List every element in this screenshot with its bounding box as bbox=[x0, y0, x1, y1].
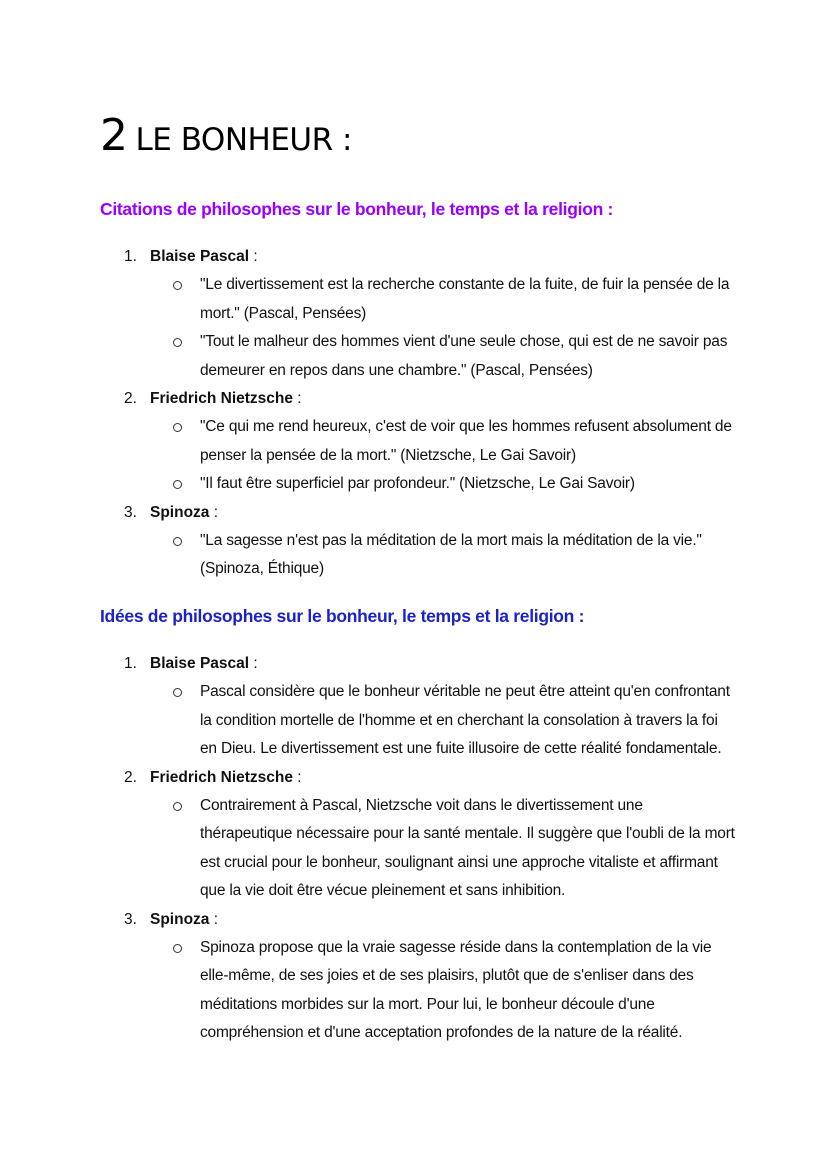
ideas-heading: Idées de philosophes sur le bonheur, le temps et la religion : bbox=[100, 606, 585, 626]
quote-item bbox=[0, 271, 828, 328]
quote-item bbox=[0, 470, 828, 499]
citations-list bbox=[0, 243, 828, 584]
philosopher-item bbox=[0, 385, 828, 413]
idea-text: Spinoza propose que la vraie sagesse réside dans la contemplation de la vie elle-même, de ses joies et de ses plaisirs, plutôt que de s'enliser dans des méditations morbides sur la mort. Pour lui, le bonheur découle d'une compréhension et d'une acceptation profondes de la nature de la réalité. bbox=[200, 938, 712, 1041]
idea-item bbox=[0, 678, 828, 764]
title-text: LE BONHEUR : bbox=[135, 122, 352, 158]
bullet-icon bbox=[173, 281, 182, 290]
bullet-icon bbox=[173, 338, 182, 347]
title-number: 2 bbox=[100, 110, 128, 161]
philosopher-name: Friedrich Nietzsche : bbox=[150, 768, 302, 786]
philosopher-item bbox=[0, 906, 828, 934]
bullet-icon bbox=[173, 688, 182, 697]
item-number: 3. bbox=[124, 503, 137, 521]
quote-text: "Tout le malheur des hommes vient d'une seule chose, qui est de ne savoir pas demeurer en repos dans une chambre." (Pascal, Pensées) bbox=[200, 333, 728, 379]
idea-text: Pascal considère que le bonheur véritable ne peut être atteint qu'en confrontant la condition mortelle de l'homme et en cherchant la consolation à travers la foi en Dieu. Le divertissement est une fuite illusoire de cette réalité fondamentale. bbox=[200, 683, 730, 757]
ideas-list bbox=[0, 650, 828, 1048]
philosopher-item bbox=[0, 243, 828, 271]
philosopher-name: Spinoza : bbox=[150, 910, 219, 928]
idea-item bbox=[0, 934, 828, 1048]
quote-item bbox=[0, 527, 828, 584]
philosopher-item bbox=[0, 499, 828, 527]
quote-text: "Le divertissement est la recherche constante de la fuite, de fuir la pensée de la mort." (Pascal, Pensées) bbox=[200, 276, 730, 322]
quote-item bbox=[0, 328, 828, 385]
bullet-icon bbox=[173, 480, 182, 489]
bullet-icon bbox=[173, 423, 182, 432]
bullet-icon bbox=[173, 537, 182, 546]
quote-text: "La sagesse n'est pas la méditation de la mort mais la méditation de la vie." (Spinoza, Éthique) bbox=[200, 531, 702, 577]
idea-item bbox=[0, 792, 828, 906]
page-title bbox=[100, 110, 352, 161]
item-number: 2. bbox=[124, 390, 137, 407]
philosopher-item bbox=[0, 650, 828, 678]
philosopher-name: Blaise Pascal : bbox=[150, 248, 258, 265]
item-number: 3. bbox=[124, 910, 137, 928]
philosopher-name: Spinoza : bbox=[150, 503, 219, 521]
philosopher-name: Blaise Pascal : bbox=[150, 655, 258, 672]
quote-item bbox=[0, 413, 828, 470]
quote-text: "Il faut être superficiel par profondeur." (Nietzsche, Le Gai Savoir) bbox=[200, 475, 635, 492]
item-number: 1. bbox=[124, 655, 137, 672]
item-number: 2. bbox=[124, 768, 137, 786]
quote-text: "Ce qui me rend heureux, c'est de voir que les hommes refusent absolument de penser la pensée de la mort." (Nietzsche, Le Gai Savoir) bbox=[200, 418, 732, 464]
philosopher-name: Friedrich Nietzsche : bbox=[150, 390, 302, 407]
philosopher-item bbox=[0, 764, 828, 792]
bullet-icon bbox=[173, 802, 182, 811]
item-number: 1. bbox=[124, 248, 137, 265]
citations-heading: Citations de philosophes sur le bonheur, le temps et la religion : bbox=[100, 199, 614, 219]
bullet-icon bbox=[173, 944, 182, 953]
idea-text: Contrairement à Pascal, Nietzsche voit dans le divertissement une thérapeutique nécessaire pour la santé mentale. Il suggère que l'oubli de la mort est crucial pour le bonheur, soulignant ainsi une approche vitaliste et affirmant que la vie doit être vécue pleinement et sans inhibition. bbox=[200, 796, 735, 899]
